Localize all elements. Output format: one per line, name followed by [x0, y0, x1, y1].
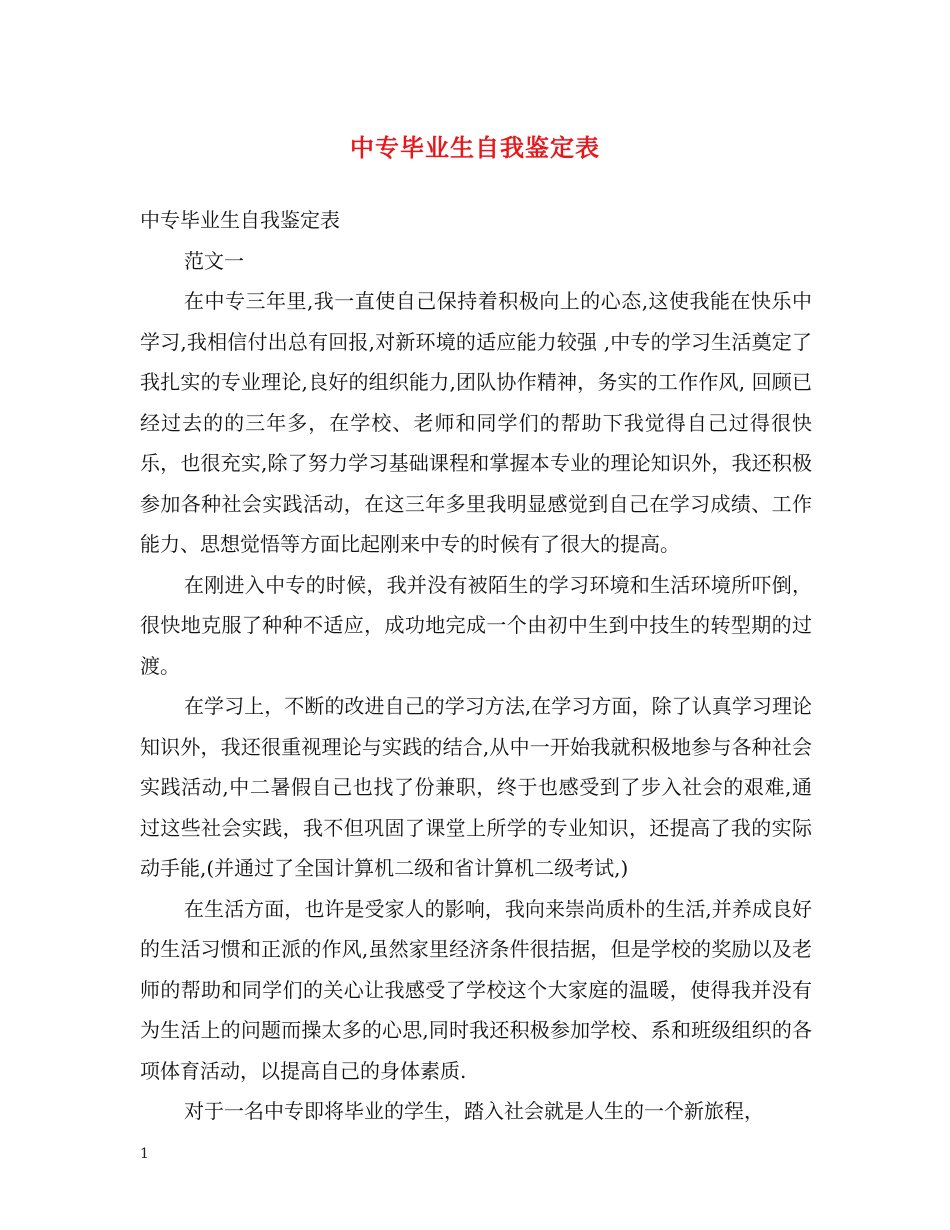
paragraph: 在生活方面，也许是受家人的影响，我向来崇尚质朴的生活,并养成良好的生活习惯和正派的作风,虽然家里经济条件很拮据，但是学校的奖励以及老师的帮助和同学们的关心让我感受了学校这个大家庭的温暖，使得我并没有为生活上的问题而操太多的心思,同时我还积极参加学校、系和班级组织的各项体育活动，以提高自己的身体素质.	[140, 896, 812, 1083]
paragraph: 在刚进入中专的时候，我并没有被陌生的学习环境和生活环境所吓倒，很快地克服了种种不适应，成功地完成一个由初中生到中技生的转型期的过渡。	[140, 572, 812, 678]
document-body	[140, 200, 812, 1132]
sample-label: 范文一	[184, 248, 244, 273]
paragraph: 在中专三年里,我一直使自己保持着积极向上的心态,这使我能在快乐中学习,我相信付出总有回报,对新环境的适应能力较强 ,中专的学习生活奠定了我扎实的专业理论,良好的组织能力,团队协作精神，务实的工作作风, 回顾已经过去的的三年多，在学校、老师和同学们的帮助下我觉得自己过得很快乐，也很充实,除了努力学习基础课程和掌握本专业的理论知识外，我还积极参加各种社会实践活动，在这三年多里我明显感觉到自己在学习成绩、工作能力、思想觉悟等方面比起刚来中专的时候有了很大的提高。	[140, 289, 812, 556]
document-title: 中专毕业生自我鉴定表	[350, 133, 600, 162]
document-subtitle: 中专毕业生自我鉴定表	[140, 208, 340, 232]
paragraph: 对于一名中专即将毕业的学生，踏入社会就是人生的一个新旅程，	[184, 1099, 764, 1123]
paragraph: 在学习上，不断的改进自己的学习方法,在学习方面，除了认真学习理论知识外，我还很重视理论与实践的结合,从中一开始我就积极地参与各种社会实践活动,中二暑假自己也找了份兼职，终于也感受到了步入社会的艰难,通过这些社会实践，我不但巩固了课堂上所学的专业知识，还提高了我的实际动手能,(并通过了全国计算机二级和省计算机二级考试,)	[140, 694, 812, 880]
page-number: 1	[140, 1146, 149, 1162]
